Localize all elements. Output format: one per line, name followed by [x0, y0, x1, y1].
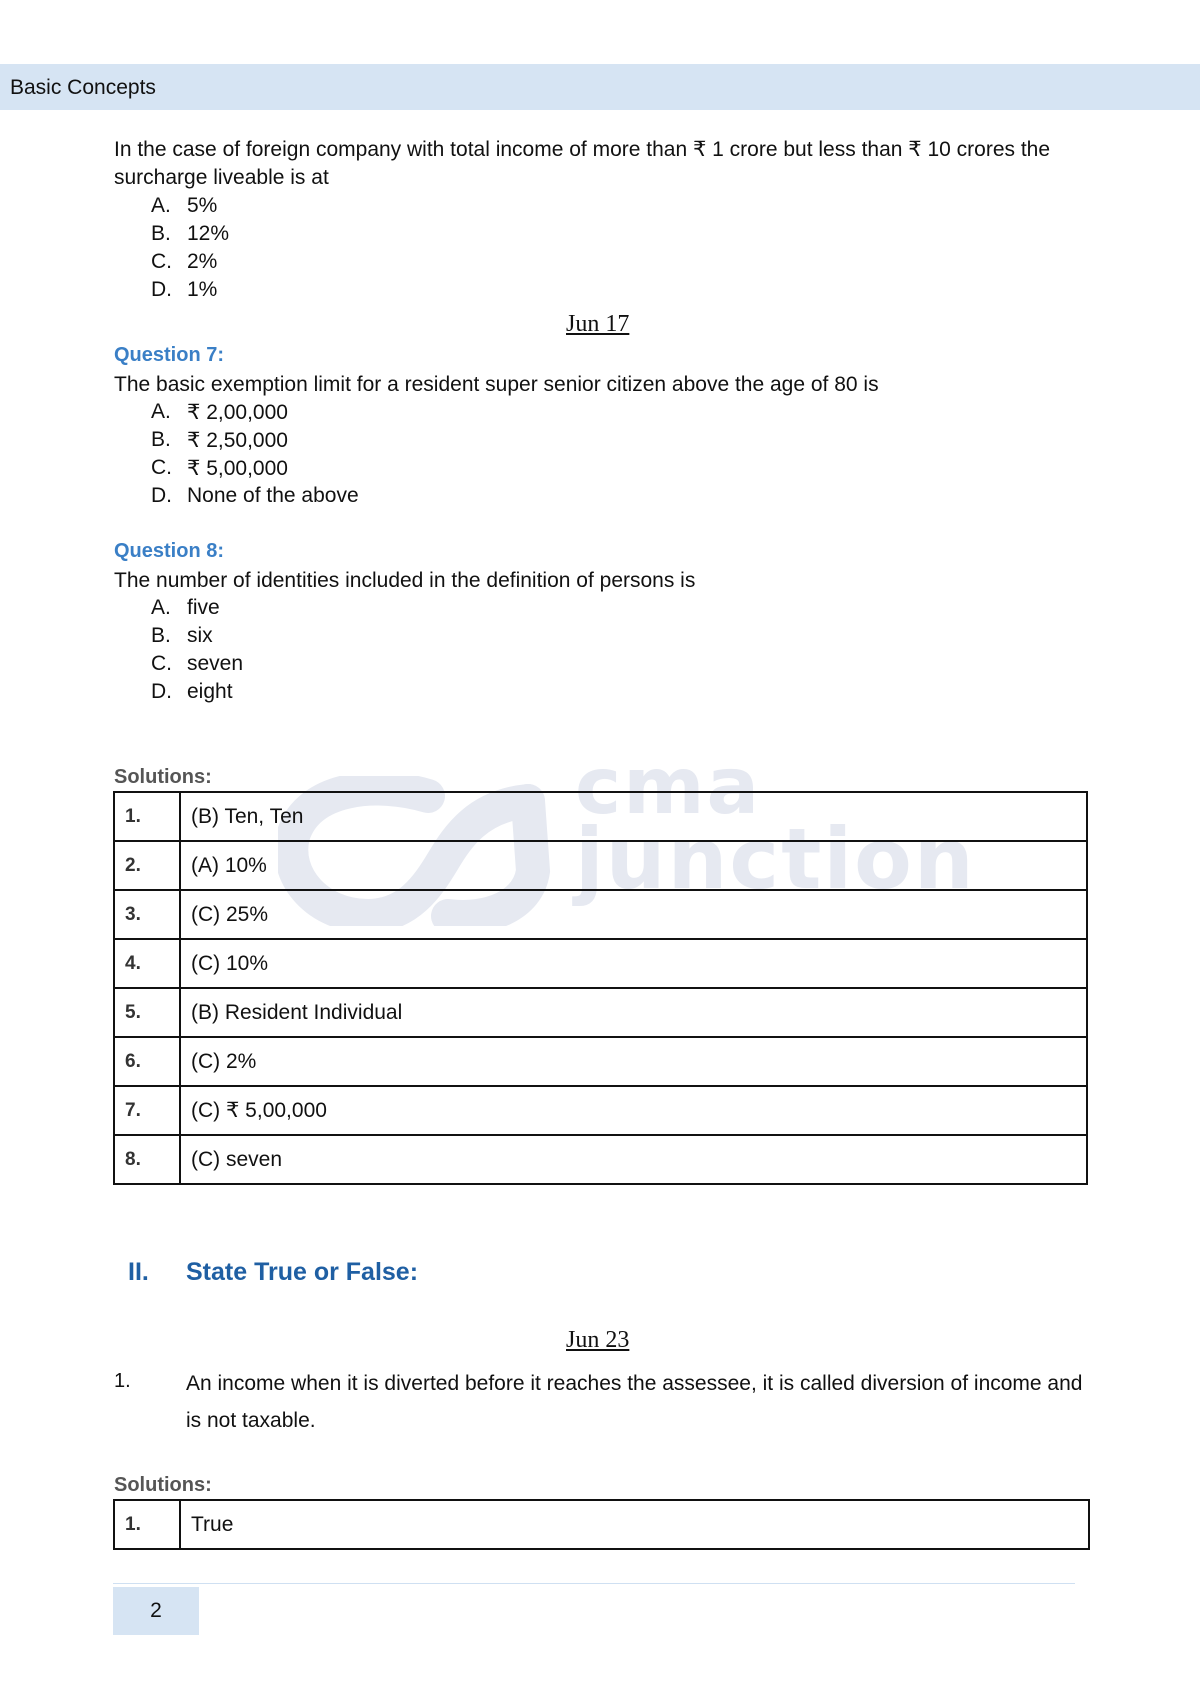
- q7-option-a: [151, 400, 288, 424]
- option-text: six: [187, 624, 213, 647]
- table-row: [114, 841, 1087, 890]
- option-letter: D.: [151, 278, 172, 301]
- option-letter: C.: [151, 652, 172, 675]
- solution-answer: (C) seven: [180, 1135, 1087, 1184]
- option-letter: D.: [151, 484, 172, 507]
- solution-answer: (B) Ten, Ten: [180, 792, 1087, 841]
- exam-date-jun-23: Jun 23: [566, 1327, 630, 1353]
- solution-answer: (C) 10%: [180, 939, 1087, 988]
- option-letter: D.: [151, 680, 172, 703]
- q8-option-c: [151, 652, 244, 676]
- solution-answer: (B) Resident Individual: [180, 988, 1087, 1037]
- table-row: [114, 792, 1087, 841]
- solution-number: 4.: [114, 939, 180, 988]
- option-letter: A.: [151, 400, 171, 423]
- option-text: eight: [187, 680, 233, 703]
- question-7-label: Question 7:: [114, 344, 225, 366]
- q6-option-c: [151, 250, 218, 274]
- watermark-junction: junction: [575, 810, 976, 908]
- solution-number: 1.: [114, 792, 180, 841]
- option-letter: B.: [151, 428, 171, 451]
- footer-divider: [113, 1583, 1075, 1584]
- solution-answer: (A) 10%: [180, 841, 1087, 890]
- option-text: ₹ 5,00,000: [187, 457, 288, 480]
- header-title: Basic Concepts: [10, 76, 156, 99]
- question-8-label: Question 8:: [114, 540, 225, 562]
- option-letter: A.: [151, 194, 171, 217]
- table-row: [114, 939, 1087, 988]
- solution-number: 7.: [114, 1086, 180, 1135]
- option-letter: B.: [151, 624, 171, 647]
- solution-number: 2.: [114, 841, 180, 890]
- tf-item-text: An income when it is diverted before it reaches the assessee, it is called diversion of income and is not taxable.: [186, 1372, 1083, 1432]
- option-text: seven: [187, 652, 244, 675]
- q6-option-b: [151, 222, 230, 246]
- q6-option-a: [151, 194, 218, 218]
- q7-option-c: [151, 456, 288, 480]
- page-number: 2: [113, 1587, 199, 1635]
- solution-number: 1.: [114, 1500, 180, 1549]
- solution-number: 6.: [114, 1037, 180, 1086]
- option-text: 1%: [187, 278, 218, 301]
- q7-option-d: [151, 484, 359, 508]
- solutions-table: [113, 791, 1088, 1185]
- tf-item-number: 1.: [114, 1370, 131, 1392]
- solutions-table-2: [113, 1499, 1090, 1550]
- solution-number: 8.: [114, 1135, 180, 1184]
- q7-option-b: [151, 428, 288, 452]
- q8-option-b: [151, 624, 213, 648]
- option-letter: C.: [151, 250, 172, 273]
- table-row: [114, 1135, 1087, 1184]
- table-row: [114, 890, 1087, 939]
- option-text: five: [187, 596, 220, 619]
- option-text: 12%: [187, 222, 230, 245]
- option-letter: B.: [151, 222, 171, 245]
- section-title: State True or False:: [186, 1258, 419, 1286]
- table-row: [114, 1500, 1089, 1549]
- question-6-text: In the case of foreign company with total income of more than ₹ 1 crore but less than ₹ 10 crores the surcharge liveable is at: [114, 138, 1051, 189]
- solutions-label: Solutions:: [114, 766, 212, 788]
- q8-option-d: [151, 680, 233, 704]
- option-letter: A.: [151, 596, 171, 619]
- option-text: ₹ 2,50,000: [187, 429, 288, 452]
- solution-number: 5.: [114, 988, 180, 1037]
- solution-answer: True: [180, 1500, 1089, 1549]
- table-row: [114, 1037, 1087, 1086]
- question-7-text: The basic exemption limit for a resident super senior citizen above the age of 80 is: [114, 373, 879, 396]
- option-text: ₹ 2,00,000: [187, 401, 288, 424]
- option-text: None of the above: [187, 484, 359, 507]
- section-numeral: II.: [128, 1258, 149, 1286]
- watermark-cma: cma: [575, 742, 762, 832]
- table-row: [114, 1086, 1087, 1135]
- option-text: 2%: [187, 250, 218, 273]
- question-8-text: The number of identities included in the definition of persons is: [114, 569, 696, 592]
- q8-option-a: [151, 596, 220, 620]
- solution-answer: (C) 2%: [180, 1037, 1087, 1086]
- solutions-label-2: Solutions:: [114, 1474, 212, 1496]
- q6-option-d: [151, 278, 218, 302]
- option-text: 5%: [187, 194, 218, 217]
- solution-number: 3.: [114, 890, 180, 939]
- header-band: [0, 64, 1200, 110]
- exam-date-jun-17: Jun 17: [566, 311, 630, 337]
- solution-answer: (C) 25%: [180, 890, 1087, 939]
- table-row: [114, 988, 1087, 1037]
- solution-answer: (C) ₹ 5,00,000: [180, 1086, 1087, 1135]
- option-letter: C.: [151, 456, 172, 479]
